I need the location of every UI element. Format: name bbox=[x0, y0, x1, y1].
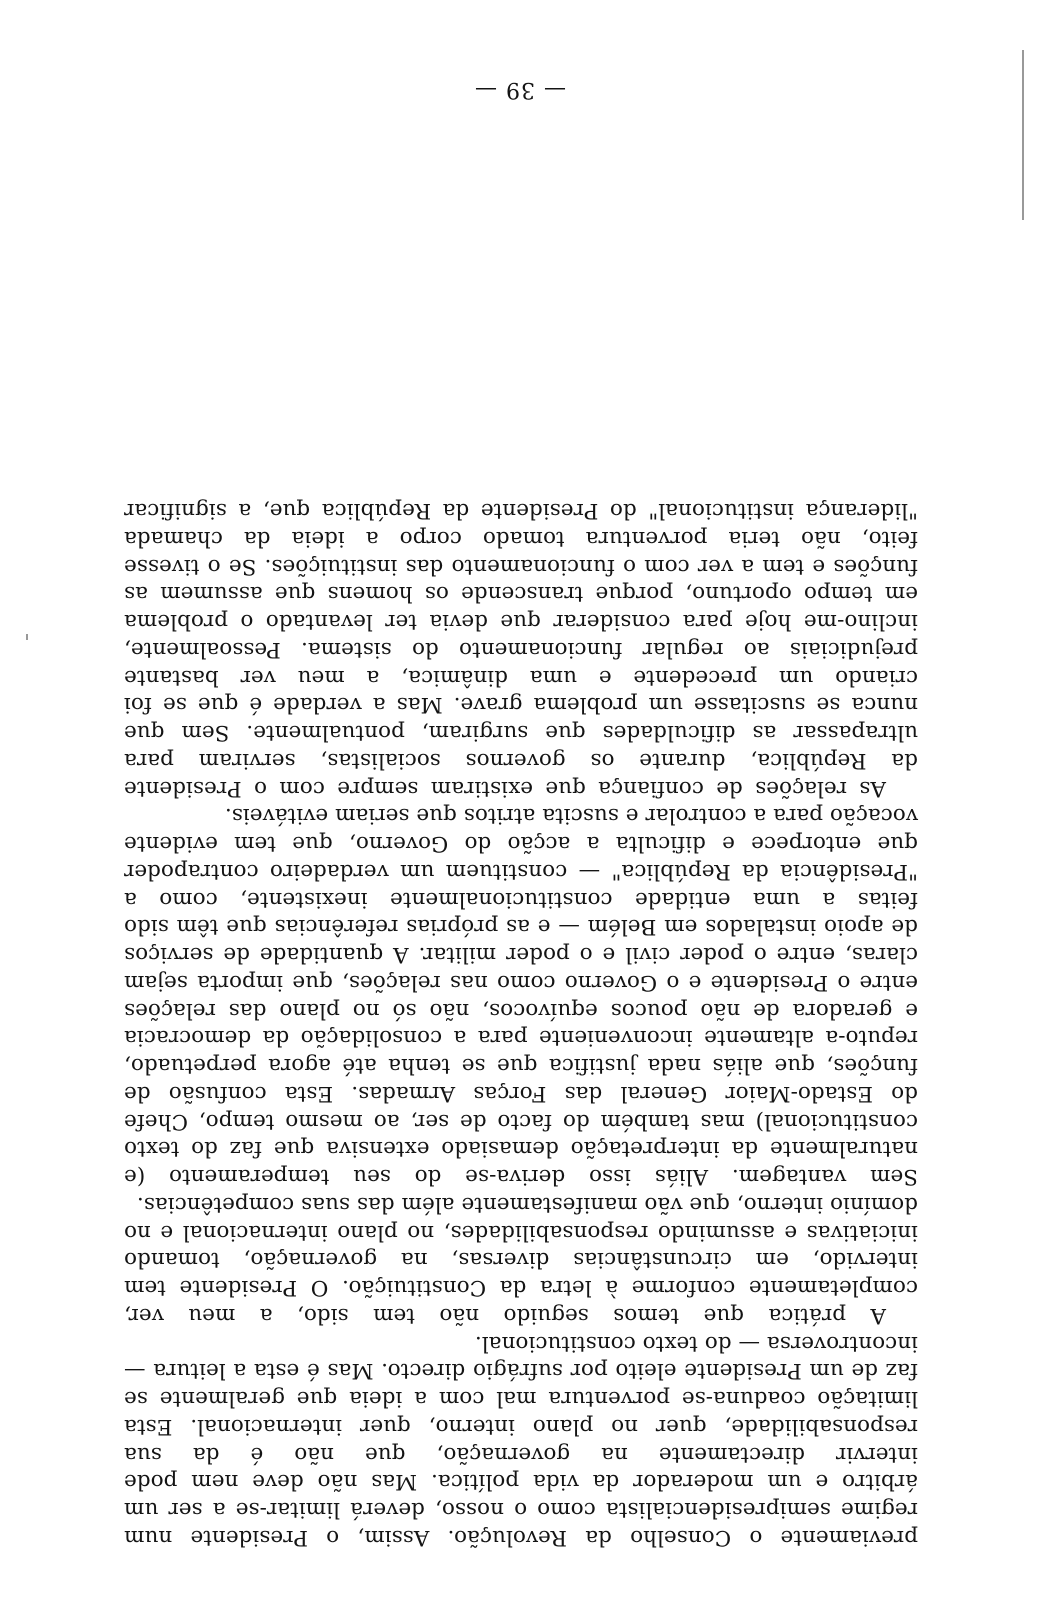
text-line: domínio interno, que vão manifestamente além das suas competências. bbox=[136, 1192, 918, 1217]
text-line: criando um precedente e uma dinâmica, a meu ver bastante bbox=[124, 664, 918, 690]
text-line: em tempo oportuno, porque transcende os homens que assumem as bbox=[124, 581, 918, 607]
text-line: árbitro e um moderador da vida política. Mas não deve nem pode bbox=[124, 1469, 918, 1495]
scan-edge-mark bbox=[1022, 50, 1024, 220]
text-line: regime semipresidencialista como o nosso, deverá limitar-se a ser um bbox=[124, 1497, 918, 1523]
text-line: feitas a uma entidade constitucionalmente inexistente, como a bbox=[124, 886, 918, 912]
text-line: As relações de confiança que existiram sempre com o Presidente bbox=[124, 775, 886, 801]
text-line: entre o Presidente e o Governo como nas relações, que importa sejam bbox=[124, 970, 918, 995]
text-line: intervido, em circunstâncias diversas, na governação, tomando bbox=[124, 1247, 918, 1273]
text-line: e geradora de não poucos equívocos, não só no plano das relações bbox=[124, 997, 918, 1023]
text-line: claras, entre o poder civil e o poder militar. A quantidade de serviços bbox=[124, 942, 918, 968]
text-line: completamente conforme à letra da Constituição. O Presidente tem bbox=[124, 1275, 918, 1301]
text-line: prejudiciais ao regular funcionamento do sistema. Pessoalmente, bbox=[124, 637, 918, 662]
text-line: intervir directamente na governação, que não é da sua bbox=[124, 1441, 918, 1467]
text-line: feito, não teria porventura tomado corpo a ideia da chamada bbox=[124, 526, 918, 551]
scan-speck bbox=[26, 634, 28, 640]
text-line: "Presidência da República" — constituem um verdadeiro contrapoder bbox=[124, 859, 918, 884]
text-line: da República, durante os governos socialistas, serviram para bbox=[124, 748, 918, 773]
text-line: funções, que aliás nada justifica que se tenha até agora perpetuado, bbox=[124, 1053, 918, 1079]
page-number: — 39 — bbox=[474, 77, 566, 102]
text-line: responsabilidade, quer no plano interno, quer internacional. Esta bbox=[124, 1414, 918, 1439]
text-line: que entorpece e dificulta a acção do Governo, que tem evidente bbox=[124, 831, 918, 857]
text-line: limitação coaduna-se porventura mal com a ideia que geralmente se bbox=[124, 1386, 918, 1412]
text-line: vocação para a controlar e suscita atritos que seriam evitáveis. bbox=[224, 803, 918, 829]
text-line: inclino-me hoje para considerar que devia ter levantado o problema bbox=[124, 609, 918, 635]
text-line: do Estado-Maior General das Forças Armadas. Esta confusão de bbox=[124, 1081, 918, 1106]
text-line: nunca se suscitasse um problema grave. Mas a verdade é que se foi bbox=[124, 692, 918, 718]
text-line: reputo-a altamente inconveniente para a consolidação da democracia bbox=[124, 1025, 918, 1051]
text-line: previamente o Conselho da Revolução. Assim, o Presidente num bbox=[124, 1525, 918, 1550]
text-line: de apoio instalados em Belém — e as próprias referências que têm sido bbox=[124, 914, 918, 940]
text-line: faz de um Presidente eleito por sufrágio directo. Mas é esta a leitura — bbox=[124, 1358, 918, 1384]
text-line: Sem vantagem. Aliás isso deriva-se do seu temperamento (e bbox=[124, 1164, 918, 1190]
body-text bbox=[124, 497, 918, 1552]
text-line: constitucional) mas também do facto de ser, ao mesmo tempo, Chefe bbox=[124, 1108, 918, 1134]
text-line: iniciativas e assumindo responsabilidades, no plano internacional e no bbox=[124, 1219, 918, 1245]
text-line: ultrapassar as dificuldades que surgiram, pontualmente. Sem que bbox=[124, 720, 918, 746]
text-line: "liderança institucional" do Presidente da República que, a significar bbox=[124, 498, 918, 524]
text-line: naturalmente da interpretação demasiado extensiva que faz do texto bbox=[124, 1136, 918, 1162]
text-line: incontroversa — do texto constitucional. bbox=[474, 1330, 918, 1356]
text-line: A prática que temos seguido não tem sido, a meu ver, bbox=[124, 1303, 886, 1328]
text-line: funções e tem a ver com o funcionamento das instituições. Se o tivesse bbox=[124, 553, 918, 579]
